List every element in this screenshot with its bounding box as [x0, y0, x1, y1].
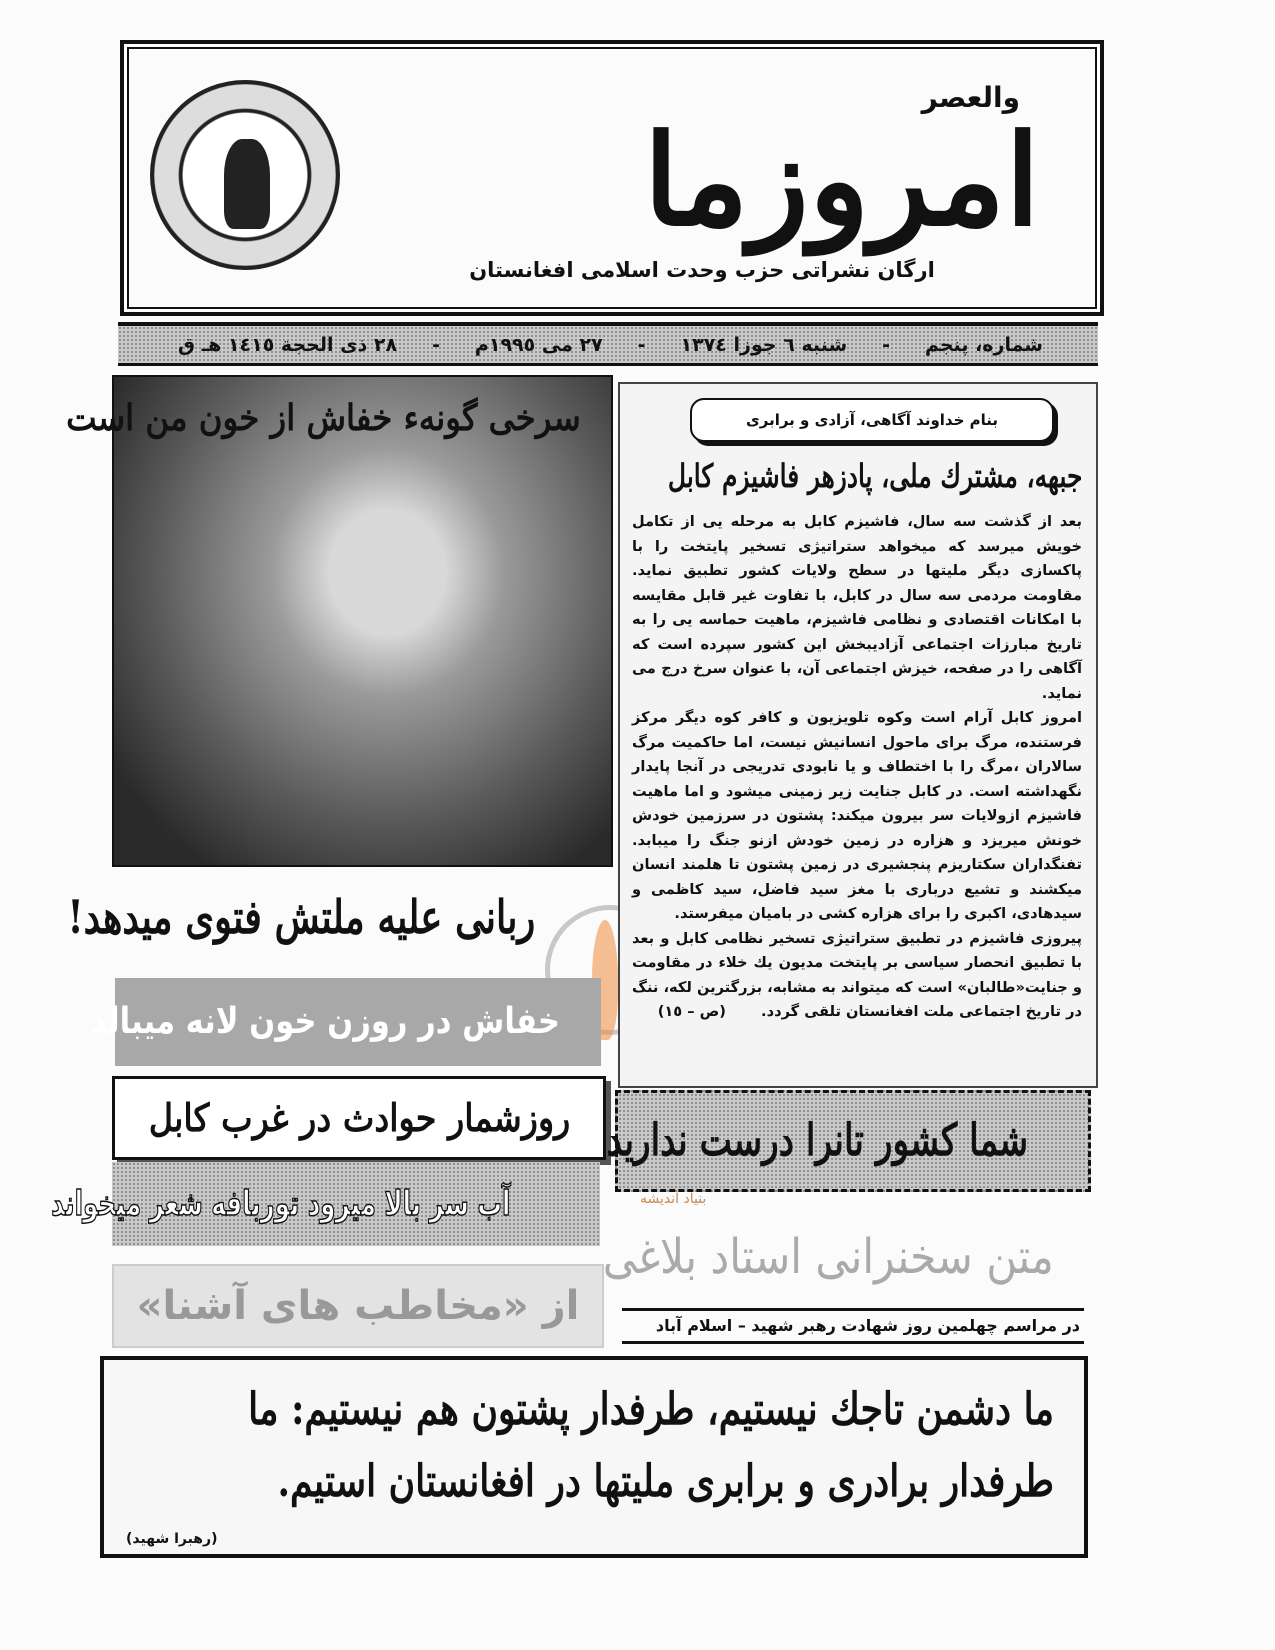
party-emblem-icon [150, 80, 340, 270]
separator: - [882, 333, 890, 356]
article-body [632, 510, 1082, 1025]
headline-bat-box [90, 978, 601, 1066]
quote-attribution: (رهبرا شهید) [126, 1531, 218, 1547]
separator: - [432, 333, 440, 356]
invocation-banner: بنام خداوند آگاهی، آزادی و برابری [690, 398, 1054, 442]
dateline-bar [118, 322, 1098, 366]
article-paragraph: بعد از گذشت سه سال، فاشیزم کابل به مرحله یی از تکامل خویش میرسد که میخواهد ستراتیژی تسخیر پایتخت را با پاکسازی دیگر ملیتها در سطح ولایات کشور تطبیق نماید. مقاومت مردمی سه سال در کابل، با تفاوت غیر قابل مقایسه با امکانات اقتصادی و نظامی فاشیزم، ماهیت حماسه یی را به تاریخ مبارزات اجتماعی آزادیبخش این کشور سپرده است که آگاهی را در صفحه، خیزش اجتماعی آن، با عنوان سرخ درج می نماید. [632, 513, 1082, 702]
separator: - [637, 333, 646, 356]
headline-country: شما کشور تانرا درست ندارید [606, 1115, 1029, 1166]
newspaper-title: امروزما [643, 108, 1040, 254]
motto: والعصر [921, 81, 1020, 114]
article-headline: جبهه، مشترك ملی، پادزهر فاشیزم کابل [667, 457, 1082, 495]
lunar-date: ٢٨ ذی الحجة ١٤١٥ هـ ق [178, 333, 398, 356]
article-paragraph: پیروزی فاشیزم در تطبیق ستراتیژی تسخیر نظامی کابل و بعد با تطبیق انحصار سیاسی بر پایتخت مدیون یك خلاء در مقاومت و جنایت«طالبان» است که میتواند به مشابه، بزرگترین لکه، ننگ در تاریخ اجتماعی ملت افغانستان تلقی گردد. [632, 929, 1082, 1020]
issue-number: شماره، پنجم [924, 333, 1043, 356]
headline-familiar: از «مخاطب های آشنا» [112, 1264, 604, 1348]
headline-country-box [606, 1090, 1091, 1192]
front-photo [66, 375, 613, 867]
headline-fatwa-box [67, 882, 594, 952]
page-reference: (ص – ١٥) [657, 1003, 726, 1020]
article-paragraph: امروز کابل آرام است وکوه تلویزیون و کافر کوه دیگر مرکز فرستنده، مرگ برای ماحول انسانیش نیست، اما حاکمیت مرگ سالاران ،مرگ را با اختطاف و یا نابودی تدریجی در آنجا پایدار نگهداشته است. در کابل جنایت زیر زمینی میشود و اما ماهیت فاشیزم ازولایات سر بیرون میکند: پشتون در سرزمین خودش خونش میریزد و هزاره در زمین خودش ازنو جنگ را میبابد. تفنگداران سکتاریزم پنجشیری در زمین پشتون تا هلمند انسان میکشند و تشیع درباری با مغز سید فاضل، سید کاظمی و سیدهادی، اکبری را برای هزاره کشی در بامیان میفرستد. [632, 709, 1082, 922]
ceremony-subheading: در مراسم چهلمین روز شهادت رهبر شهید – اسلام آباد [622, 1308, 1084, 1344]
newspaper-subtitle: ارگان نشراتی حزب وحدت اسلامی افغانستان [469, 258, 935, 282]
headline-diary-box [112, 1076, 606, 1160]
headline-fatwa: ربانی علیه ملتش فتوی میدهد! [67, 890, 536, 944]
watermark-text: بنیاد اندیشه [640, 1191, 707, 1207]
headline-water-box [51, 1162, 600, 1246]
headline-speech-box [603, 1222, 1085, 1292]
quote-box [100, 1356, 1088, 1558]
solar-date: شنبه ٦ جوزا ١٣٧٤ [680, 333, 848, 356]
headline-diary: روزشمار حوادث در غرب کابل [148, 1095, 570, 1140]
headline-speech: متن سخنرانی استاد بلاغی [603, 1229, 1055, 1285]
photo-caption: سرخی گونهء خفاش از خون من است [66, 397, 581, 439]
headline-bat: خفاش در روزن خون لانه میبالد [90, 1001, 560, 1042]
headline-water: آب سر بالا میرود توربافه شعر میخواند [51, 1184, 511, 1224]
lead-article [618, 382, 1098, 1088]
gregorian-date: ٢٧ می ١٩٩٥م [474, 333, 603, 356]
leader-quote: ما دشمن تاجك نیستیم، طرفدار پشتون هم نیستیم: ما طرفدار برادری و برابری ملیتها در افغانستان استیم. [248, 1384, 1055, 1507]
